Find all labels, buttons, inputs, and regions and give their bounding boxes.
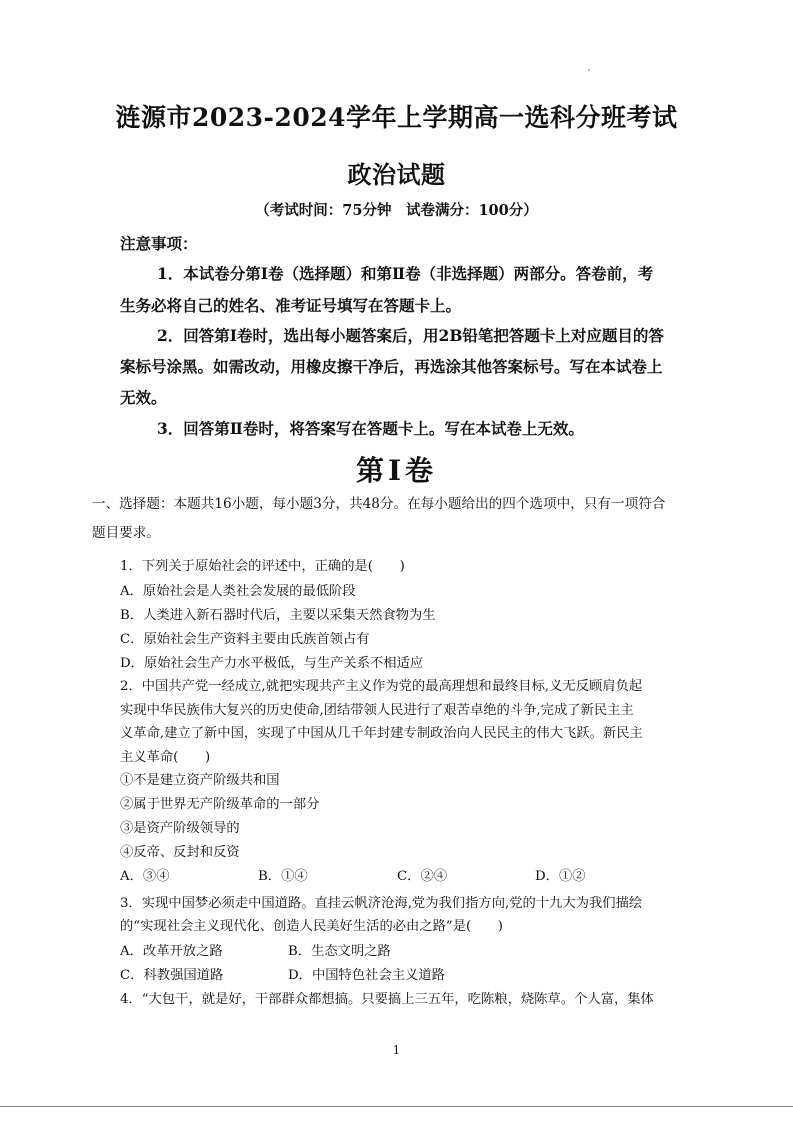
scan-speck	[588, 69, 590, 71]
section-intro: 题目要求。	[92, 525, 160, 541]
q2-option-a: A．③④	[120, 869, 170, 884]
notes-line: 生务必将自己的姓名、准考证号填写在答题卡上。	[120, 296, 462, 315]
exam-info: （考试时间：75分钟 试卷满分：100分）	[255, 202, 538, 219]
section-intro: 一、选择题：本题共16小题，每小题3分，共48分。在每小题给出的四个选项中，只有一项符合	[92, 496, 666, 512]
notes-line: 3．回答第Ⅱ卷时，将答案写在答题卡上。写在本试卷上无效。	[157, 419, 584, 438]
q3-stem: 的“实现社会主义现代化、创造人民美好生活的必由之路”是( )	[120, 919, 503, 934]
q3-option-c: C．科教强国道路	[120, 968, 224, 983]
q1-option: B．人类进入新石器时代后，主要以采集天然食物为生	[120, 608, 436, 623]
q2-option-b: B．①④	[258, 869, 308, 884]
q2-stem: 2．中国共产党一经成立,就把实现共产主义作为党的最高理想和最终目标,义无反顾肩负起	[120, 679, 643, 694]
q2-item: ④反帝、反封和反资	[120, 845, 240, 860]
notes-line: 1．本试卷分第Ⅰ卷（选择题）和第Ⅱ卷（非选择题）两部分。答卷前，考	[157, 264, 654, 283]
q2-option-d: D．①②	[535, 869, 586, 884]
notes-heading: 注意事项：	[120, 234, 198, 253]
notes-line: 无效。	[120, 388, 167, 407]
q1-stem: 1．下列关于原始社会的评述中，正确的是( )	[120, 559, 405, 574]
section-title: 第Ⅰ卷	[355, 454, 438, 487]
q2-stem: 实现中华民族伟大复兴的历史使命,团结带领人民进行了艰苦卓绝的斗争,完成了新民主主	[120, 703, 634, 718]
q4-stem: 4．“大包干，就是好，干部群众都想搞。只要搞上三五年，吃陈粮，烧陈草。个人富，集体	[120, 992, 654, 1007]
q3-stem: 3．实现中国梦必须走中国道路。直挂云帆济沧海,党为我们指方向,党的十九大为我们描绘	[120, 896, 643, 911]
page-divider	[0, 1106, 793, 1107]
subject-title: 政治试题	[347, 160, 446, 189]
notes-line: 2．回答第Ⅰ卷时，选出每小题答案后，用2B铅笔把答题卡上对应题目的答	[157, 326, 664, 345]
page-number: 1	[392, 1043, 401, 1057]
q2-item: ①不是建立资产阶级共和国	[120, 773, 280, 788]
q3-option-b: B．生态文明之路	[288, 944, 391, 959]
q1-option: D．原始社会生产力水平极低，与生产关系不相适应	[120, 656, 424, 671]
q2-stem: 主义革命( )	[120, 750, 211, 765]
q2-item: ③是资产阶级领导的	[120, 821, 240, 836]
q2-item: ②属于世界无产阶级革命的一部分	[120, 797, 320, 812]
exam-title: 涟源市2023-2024学年上学期高一选科分班考试	[115, 103, 678, 132]
q3-option-d: D．中国特色社会主义道路	[288, 968, 445, 983]
q1-option: C．原始社会生产资料主要由氏族首领占有	[120, 632, 370, 647]
q2-stem: 义革命,建立了新中国，实现了中国从几千年封建专制政治向人民民主的伟大飞跃。新民主	[120, 726, 643, 741]
notes-line: 案标号涂黑。如需改动，用橡皮擦干净后，再选涂其他答案标号。写在本试卷上	[120, 357, 663, 376]
q1-option: A．原始社会是人类社会发展的最低阶段	[120, 584, 356, 599]
q3-option-a: A．改革开放之路	[120, 944, 223, 959]
q2-option-c: C．②④	[397, 869, 448, 884]
